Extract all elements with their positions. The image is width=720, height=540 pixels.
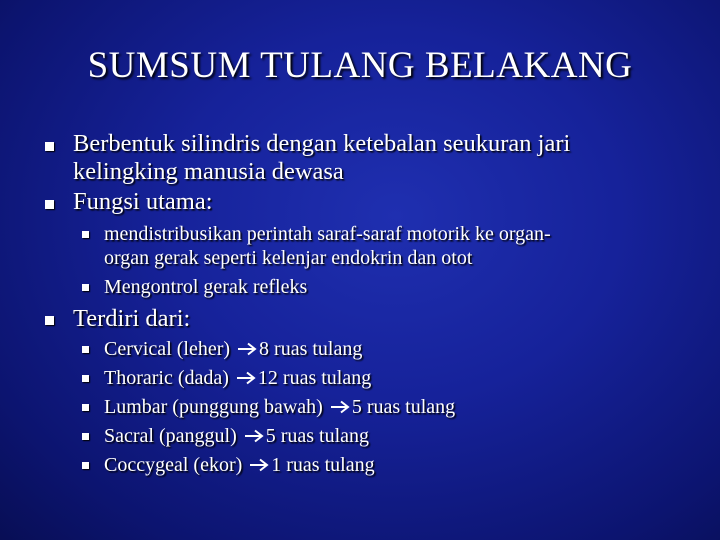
square-bullet-icon (82, 231, 89, 238)
segment-count: 12 ruas tulang (257, 367, 372, 389)
right-arrow-icon (237, 342, 257, 356)
right-arrow-icon (330, 400, 350, 414)
right-arrow-icon (249, 458, 269, 472)
square-bullet-icon (45, 200, 54, 209)
right-arrow-icon (244, 429, 264, 443)
segment-text (104, 424, 369, 448)
bullet-text-line: kelingking manusia dewasa (73, 158, 344, 185)
segment-text (104, 395, 455, 419)
sub-bullet-text-line: Mengontrol gerak refleks (104, 276, 308, 298)
segment-text (104, 366, 371, 390)
segment-name: Coccygeal (ekor) (104, 454, 243, 476)
segment-count: 8 ruas tulang (259, 338, 363, 360)
square-bullet-icon (82, 433, 89, 440)
square-bullet-icon (45, 142, 54, 151)
segment-name: Lumbar (punggung bawah) (104, 396, 323, 418)
square-bullet-icon (82, 404, 89, 411)
segment-name: Cervical (leher) (104, 338, 231, 360)
segment-name: Sacral (panggul) (104, 425, 237, 447)
square-bullet-icon (82, 346, 89, 353)
segment-text (104, 337, 362, 361)
square-bullet-icon (82, 375, 89, 382)
sub-bullet-text-line: organ gerak seperti kelenjar endokrin dan otot (104, 247, 473, 269)
square-bullet-icon (45, 316, 54, 325)
bullet-text-line: Fungsi utama: (73, 188, 213, 215)
right-arrow-icon (236, 371, 256, 385)
square-bullet-icon (82, 284, 89, 291)
bullet-text-line: Berbentuk silindris dengan ketebalan seukuran jari (73, 130, 571, 157)
segment-name: Thoraric (dada) (104, 367, 229, 389)
segment-text (104, 453, 375, 477)
slide-title: SUMSUM TULANG BELAKANG (87, 45, 633, 86)
square-bullet-icon (82, 462, 89, 469)
segment-count: 1 ruas tulang (271, 454, 375, 476)
bullet-text-line: Terdiri dari: (73, 305, 191, 332)
sub-bullet-text-line: mendistribusikan perintah saraf-saraf motorik ke organ- (104, 223, 551, 245)
segment-count: 5 ruas tulang (265, 425, 370, 447)
segment-count: 5 ruas tulang (351, 396, 456, 418)
